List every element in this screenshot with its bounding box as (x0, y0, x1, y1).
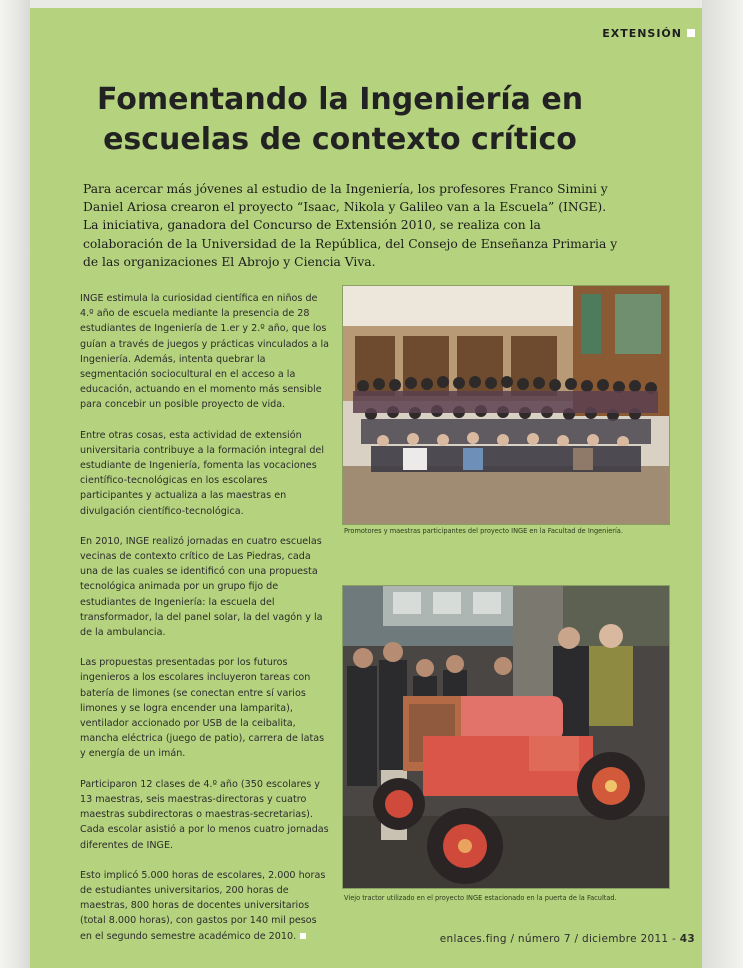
photo-caption: Promotores y maestras participantes del proyecto INGE en la Facultad de Ingeniería. (344, 527, 623, 535)
group-photo (342, 285, 670, 525)
body-paragraph: Entre otras cosas, esta actividad de extensión universitaria contribuye a la formación integral del estudiante de Ingeniería, fomenta las vocaciones científico-tecnológicas en los escolares participantes y actualiza a las maestras en divulgación científico-tecnológica. (80, 429, 324, 517)
body-paragraph: Participaron 12 clases de 4.º año (350 escolares y 13 maestras, seis maestras-directoras y cuatro maestras subdirectoras o maestras-secretarias). Cada escolar asistió a por lo menos cuatro jornadas diferentes de INGE. (80, 778, 329, 851)
article-lead: Para acercar más jóvenes al estudio de la Ingeniería, los profesores Franco Simini y Daniel Ariosa crearon el proyecto “Isaac, Nikola y Galileo van a la Escuela” (INGE). La iniciativa, ganadora del Concurso de Extensión 2010, se realiza con la colaboración de la Universidad de la República, del Consejo de Enseñanza Primaria y de las organizaciones El Abrojo y Ciencia Viva. (83, 182, 618, 269)
body-paragraph: Las propuestas presentadas por los futuros ingenieros a los escolares incluyeron tareas con batería de limones (se conectan entre sí varios limones y se logra encender una lamparita), ventilador accionado por USB de la ceibalita, mancha eléctrica (juego de patio), carrera de latas y energía de un imán. (80, 657, 325, 760)
body-paragraph-last (80, 868, 330, 944)
group-photo-illustration (343, 286, 669, 524)
body-paragraph: En 2010, INGE realizó jornadas en cuatro escuelas vecinas de contexto crítico de Las Piedras, cada una de las cuales se identificó con una propuesta tecnológica animada por un grupo fijo de estudiantes de Ingeniería: la escuela del transformador, la del panel solar, la del vagón y la de la ambulancia. (80, 535, 323, 639)
page-number: 43 (679, 933, 695, 945)
section-header (602, 27, 695, 40)
page-footer (440, 933, 695, 945)
tractor-photo-illustration (343, 586, 669, 888)
section-label: EXTENSIÓN (602, 27, 682, 40)
footer-publication: enlaces.fing / número 7 / diciembre 2011 - (439, 933, 680, 945)
scan-margin (702, 0, 743, 968)
white-square-icon (687, 29, 695, 37)
body-paragraph-text: Esto implicó 5.000 horas de escolares, 2.000 horas de estudiantes universitarios, 200 horas de maestras, 800 horas de docentes universitarios (total 8.000 horas), con gastos por 140 mil pesos en el segundo semestre académico de 2010. (80, 869, 326, 942)
end-mark-icon (300, 933, 306, 939)
page-fold-shadow (0, 0, 30, 968)
article-title: Fomentando la Ingeniería en escuelas de contexto crítico (96, 82, 584, 157)
photo-caption: Viejo tractor utilizado en el proyecto INGE estacionado en la puerta de la Facultad. (344, 894, 617, 902)
tractor-photo (342, 585, 670, 889)
body-paragraph: INGE estimula la curiosidad científica en niños de 4.º año de escuela mediante la presencia de 28 estudiantes de Ingeniería de 1.er y 2.º año, que los guían a través de juegos y prácticas vinculados a la Ingeniería. Además, intenta quebrar la segmentación sociocultural en el acceso a la educación, actuando en el momento más sensible para concebir un posible proyecto de vida. (80, 293, 330, 411)
article-body (80, 291, 330, 959)
